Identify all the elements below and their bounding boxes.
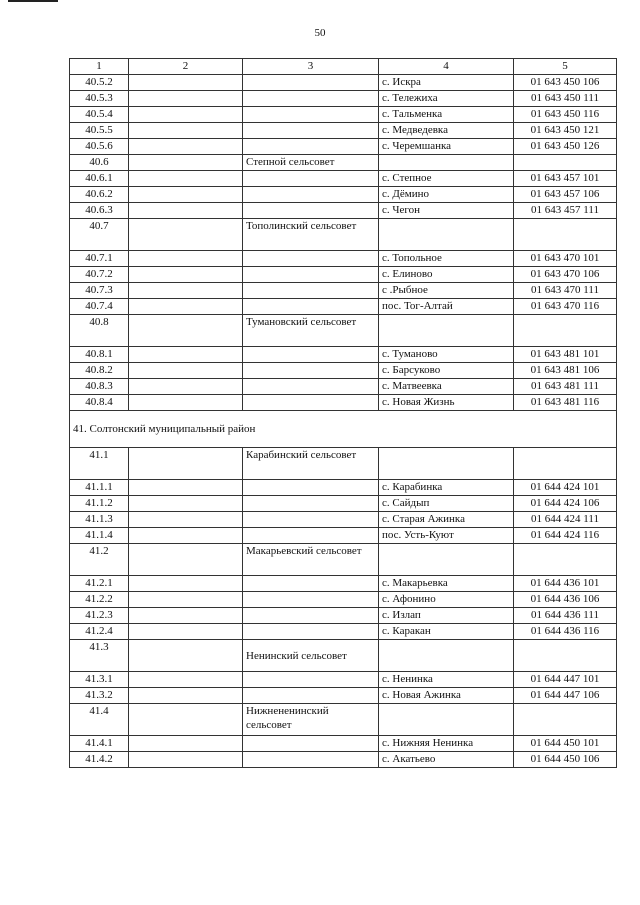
council-cell bbox=[243, 363, 379, 379]
oktmo-code-cell bbox=[514, 704, 617, 736]
settlement-cell: с .Рыбное bbox=[379, 283, 514, 299]
oktmo-code-cell: 01 643 470 111 bbox=[514, 283, 617, 299]
table-row bbox=[70, 155, 617, 171]
settlement-cell: с. Ненинка bbox=[379, 672, 514, 688]
code-cell: 41.1 bbox=[70, 448, 129, 480]
table-row bbox=[70, 171, 617, 187]
table-row bbox=[70, 736, 617, 752]
code-cell: 40.8.3 bbox=[70, 379, 129, 395]
oktmo-code-cell bbox=[514, 155, 617, 171]
settlement-cell: пос. Тог-Алтай bbox=[379, 299, 514, 315]
header-cell-4: 4 bbox=[379, 59, 514, 75]
council-cell bbox=[243, 608, 379, 624]
settlement-cell: с. Карабинка bbox=[379, 480, 514, 496]
settlement-cell bbox=[379, 219, 514, 251]
settlement-cell: с. Елиново bbox=[379, 267, 514, 283]
council-cell: Степной сельсовет bbox=[243, 155, 379, 171]
settlement-cell: с. Старая Ажинка bbox=[379, 512, 514, 528]
settlement-cell: с. Дёмино bbox=[379, 187, 514, 203]
settlement-cell bbox=[379, 704, 514, 736]
table-row bbox=[70, 139, 617, 155]
code-cell: 41.4.2 bbox=[70, 752, 129, 768]
settlement-cell: с. Новая Ажинка bbox=[379, 688, 514, 704]
code-cell: 40.8.1 bbox=[70, 347, 129, 363]
empty-cell bbox=[129, 608, 243, 624]
council-cell: Тумановский сельсовет bbox=[243, 315, 379, 347]
settlements-table-container bbox=[69, 58, 617, 768]
oktmo-code-cell: 01 644 436 101 bbox=[514, 576, 617, 592]
code-cell: 41.1.2 bbox=[70, 496, 129, 512]
settlement-cell: с. Афонино bbox=[379, 592, 514, 608]
empty-cell bbox=[129, 592, 243, 608]
oktmo-code-cell: 01 643 481 111 bbox=[514, 379, 617, 395]
council-cell bbox=[243, 251, 379, 267]
council-cell: Тополинский сельсовет bbox=[243, 219, 379, 251]
code-cell: 40.8 bbox=[70, 315, 129, 347]
table-row bbox=[70, 592, 617, 608]
empty-cell bbox=[129, 139, 243, 155]
code-cell: 40.7.1 bbox=[70, 251, 129, 267]
empty-cell bbox=[129, 448, 243, 480]
council-cell bbox=[243, 187, 379, 203]
oktmo-code-cell: 01 643 450 116 bbox=[514, 107, 617, 123]
council-cell: Макарьевский сельсовет bbox=[243, 544, 379, 576]
table-row bbox=[70, 752, 617, 768]
oktmo-code-cell: 01 644 436 111 bbox=[514, 608, 617, 624]
empty-cell bbox=[129, 688, 243, 704]
settlements-table bbox=[69, 58, 617, 768]
council-cell bbox=[243, 496, 379, 512]
empty-cell bbox=[129, 752, 243, 768]
empty-cell bbox=[129, 267, 243, 283]
table-row bbox=[70, 640, 617, 672]
table-row bbox=[70, 496, 617, 512]
table-row bbox=[70, 363, 617, 379]
council-cell bbox=[243, 624, 379, 640]
empty-cell bbox=[129, 203, 243, 219]
empty-cell bbox=[129, 528, 243, 544]
table-row bbox=[70, 528, 617, 544]
header-cell-2: 2 bbox=[129, 59, 243, 75]
settlement-cell: с. Чегон bbox=[379, 203, 514, 219]
empty-cell bbox=[129, 187, 243, 203]
table-row bbox=[70, 576, 617, 592]
code-cell: 41.1.4 bbox=[70, 528, 129, 544]
empty-cell bbox=[129, 283, 243, 299]
settlement-cell: с. Черемшанка bbox=[379, 139, 514, 155]
settlement-cell bbox=[379, 544, 514, 576]
oktmo-code-cell bbox=[514, 448, 617, 480]
council-cell bbox=[243, 528, 379, 544]
code-cell: 40.6.3 bbox=[70, 203, 129, 219]
settlement-cell: с. Тележиха bbox=[379, 91, 514, 107]
oktmo-code-cell: 01 643 457 106 bbox=[514, 187, 617, 203]
empty-cell bbox=[129, 672, 243, 688]
oktmo-code-cell: 01 644 424 101 bbox=[514, 480, 617, 496]
section-heading: 41. Солтонский муниципальный район bbox=[70, 411, 617, 448]
code-cell: 40.6 bbox=[70, 155, 129, 171]
code-cell: 40.6.1 bbox=[70, 171, 129, 187]
oktmo-code-cell: 01 643 481 101 bbox=[514, 347, 617, 363]
oktmo-code-cell: 01 643 470 106 bbox=[514, 267, 617, 283]
empty-cell bbox=[129, 347, 243, 363]
empty-cell bbox=[129, 576, 243, 592]
council-cell bbox=[243, 139, 379, 155]
table-row bbox=[70, 512, 617, 528]
settlement-cell: с. Топольное bbox=[379, 251, 514, 267]
settlement-cell: с. Акатьево bbox=[379, 752, 514, 768]
settlement-cell: с. Сайдып bbox=[379, 496, 514, 512]
table-body bbox=[70, 75, 617, 768]
code-cell: 40.6.2 bbox=[70, 187, 129, 203]
oktmo-code-cell: 01 643 450 106 bbox=[514, 75, 617, 91]
top-rule bbox=[8, 0, 58, 2]
empty-cell bbox=[129, 512, 243, 528]
oktmo-code-cell bbox=[514, 640, 617, 672]
table-row bbox=[70, 315, 617, 347]
code-cell: 40.5.5 bbox=[70, 123, 129, 139]
empty-cell bbox=[129, 315, 243, 347]
code-cell: 40.5.4 bbox=[70, 107, 129, 123]
code-cell: 41.1.3 bbox=[70, 512, 129, 528]
oktmo-code-cell: 01 644 447 101 bbox=[514, 672, 617, 688]
empty-cell bbox=[129, 736, 243, 752]
table-row bbox=[70, 672, 617, 688]
settlement-cell: с. Новая Жизнь bbox=[379, 395, 514, 411]
oktmo-code-cell: 01 643 481 116 bbox=[514, 395, 617, 411]
oktmo-code-cell: 01 644 436 106 bbox=[514, 592, 617, 608]
code-cell: 41.2.2 bbox=[70, 592, 129, 608]
table-row bbox=[70, 251, 617, 267]
oktmo-code-cell: 01 643 450 126 bbox=[514, 139, 617, 155]
settlement-cell: пос. Усть-Куют bbox=[379, 528, 514, 544]
empty-cell bbox=[129, 251, 243, 267]
empty-cell bbox=[129, 363, 243, 379]
council-cell bbox=[243, 736, 379, 752]
council-cell bbox=[243, 592, 379, 608]
empty-cell bbox=[129, 171, 243, 187]
council-cell bbox=[243, 283, 379, 299]
empty-cell bbox=[129, 379, 243, 395]
empty-cell bbox=[129, 107, 243, 123]
section-heading-row bbox=[70, 411, 617, 448]
settlement-cell: с. Барсуково bbox=[379, 363, 514, 379]
council-cell: Ненинский сельсовет bbox=[243, 640, 379, 672]
table-row bbox=[70, 395, 617, 411]
oktmo-code-cell: 01 644 424 106 bbox=[514, 496, 617, 512]
code-cell: 40.8.4 bbox=[70, 395, 129, 411]
table-row bbox=[70, 688, 617, 704]
empty-cell bbox=[129, 75, 243, 91]
table-row bbox=[70, 123, 617, 139]
code-cell: 40.8.2 bbox=[70, 363, 129, 379]
council-cell bbox=[243, 347, 379, 363]
empty-cell bbox=[129, 704, 243, 736]
oktmo-code-cell: 01 643 450 111 bbox=[514, 91, 617, 107]
oktmo-code-cell: 01 643 481 106 bbox=[514, 363, 617, 379]
empty-cell bbox=[129, 219, 243, 251]
code-cell: 40.7.4 bbox=[70, 299, 129, 315]
empty-cell bbox=[129, 480, 243, 496]
code-cell: 41.1.1 bbox=[70, 480, 129, 496]
council-cell: Карабинский сельсовет bbox=[243, 448, 379, 480]
table-row bbox=[70, 347, 617, 363]
council-cell bbox=[243, 688, 379, 704]
table-row bbox=[70, 219, 617, 251]
table-row bbox=[70, 187, 617, 203]
council-cell bbox=[243, 267, 379, 283]
header-cell-3: 3 bbox=[243, 59, 379, 75]
council-cell bbox=[243, 395, 379, 411]
code-cell: 41.3.2 bbox=[70, 688, 129, 704]
table-row bbox=[70, 107, 617, 123]
code-cell: 41.4.1 bbox=[70, 736, 129, 752]
oktmo-code-cell: 01 644 447 106 bbox=[514, 688, 617, 704]
table-row bbox=[70, 608, 617, 624]
council-cell bbox=[243, 203, 379, 219]
oktmo-code-cell: 01 644 450 101 bbox=[514, 736, 617, 752]
empty-cell bbox=[129, 496, 243, 512]
empty-cell bbox=[129, 91, 243, 107]
table-row bbox=[70, 624, 617, 640]
table-row bbox=[70, 91, 617, 107]
council-cell bbox=[243, 672, 379, 688]
empty-cell bbox=[129, 395, 243, 411]
code-cell: 40.5.6 bbox=[70, 139, 129, 155]
code-cell: 41.2.3 bbox=[70, 608, 129, 624]
council-cell bbox=[243, 379, 379, 395]
table-row bbox=[70, 299, 617, 315]
settlement-cell: с. Степное bbox=[379, 171, 514, 187]
settlement-cell: с. Тальменка bbox=[379, 107, 514, 123]
oktmo-code-cell bbox=[514, 315, 617, 347]
oktmo-code-cell bbox=[514, 544, 617, 576]
table-row bbox=[70, 448, 617, 480]
table-row bbox=[70, 267, 617, 283]
oktmo-code-cell: 01 643 457 111 bbox=[514, 203, 617, 219]
council-cell bbox=[243, 299, 379, 315]
code-cell: 40.5.3 bbox=[70, 91, 129, 107]
council-cell bbox=[243, 576, 379, 592]
oktmo-code-cell: 01 644 424 111 bbox=[514, 512, 617, 528]
code-cell: 40.7.2 bbox=[70, 267, 129, 283]
code-cell: 41.4 bbox=[70, 704, 129, 736]
oktmo-code-cell: 01 643 470 116 bbox=[514, 299, 617, 315]
code-cell: 40.7 bbox=[70, 219, 129, 251]
oktmo-code-cell: 01 643 470 101 bbox=[514, 251, 617, 267]
council-cell bbox=[243, 123, 379, 139]
code-cell: 41.2 bbox=[70, 544, 129, 576]
settlement-cell: с. Матвеевка bbox=[379, 379, 514, 395]
oktmo-code-cell: 01 643 450 121 bbox=[514, 123, 617, 139]
settlement-cell: с. Каракан bbox=[379, 624, 514, 640]
oktmo-code-cell: 01 644 450 106 bbox=[514, 752, 617, 768]
code-cell: 40.7.3 bbox=[70, 283, 129, 299]
table-row bbox=[70, 283, 617, 299]
settlement-cell: с. Медведевка bbox=[379, 123, 514, 139]
oktmo-code-cell: 01 643 457 101 bbox=[514, 171, 617, 187]
empty-cell bbox=[129, 123, 243, 139]
settlement-cell: с. Излап bbox=[379, 608, 514, 624]
empty-cell bbox=[129, 624, 243, 640]
page-number: 50 bbox=[314, 27, 326, 39]
table-row bbox=[70, 704, 617, 736]
code-cell: 41.2.4 bbox=[70, 624, 129, 640]
settlement-cell bbox=[379, 315, 514, 347]
settlement-cell bbox=[379, 448, 514, 480]
settlement-cell: с. Искра bbox=[379, 75, 514, 91]
table-row bbox=[70, 203, 617, 219]
table-header-row bbox=[70, 59, 617, 75]
header-cell-5: 5 bbox=[514, 59, 617, 75]
code-cell: 41.2.1 bbox=[70, 576, 129, 592]
table-row bbox=[70, 75, 617, 91]
settlement-cell: с. Нижняя Ненинка bbox=[379, 736, 514, 752]
council-cell bbox=[243, 512, 379, 528]
empty-cell bbox=[129, 299, 243, 315]
council-cell bbox=[243, 75, 379, 91]
council-cell bbox=[243, 171, 379, 187]
empty-cell bbox=[129, 640, 243, 672]
table-row bbox=[70, 544, 617, 576]
code-cell: 40.5.2 bbox=[70, 75, 129, 91]
settlement-cell: с. Туманово bbox=[379, 347, 514, 363]
table-row bbox=[70, 480, 617, 496]
code-cell: 41.3 bbox=[70, 640, 129, 672]
settlement-cell: с. Макарьевка bbox=[379, 576, 514, 592]
council-cell: Нижнененинский сельсовет bbox=[243, 704, 379, 736]
oktmo-code-cell: 01 644 424 116 bbox=[514, 528, 617, 544]
council-cell bbox=[243, 107, 379, 123]
oktmo-code-cell bbox=[514, 219, 617, 251]
oktmo-code-cell: 01 644 436 116 bbox=[514, 624, 617, 640]
table-row bbox=[70, 379, 617, 395]
council-cell bbox=[243, 91, 379, 107]
council-cell bbox=[243, 480, 379, 496]
code-cell: 41.3.1 bbox=[70, 672, 129, 688]
settlement-cell bbox=[379, 640, 514, 672]
settlement-cell bbox=[379, 155, 514, 171]
empty-cell bbox=[129, 155, 243, 171]
header-cell-1: 1 bbox=[70, 59, 129, 75]
council-cell bbox=[243, 752, 379, 768]
empty-cell bbox=[129, 544, 243, 576]
